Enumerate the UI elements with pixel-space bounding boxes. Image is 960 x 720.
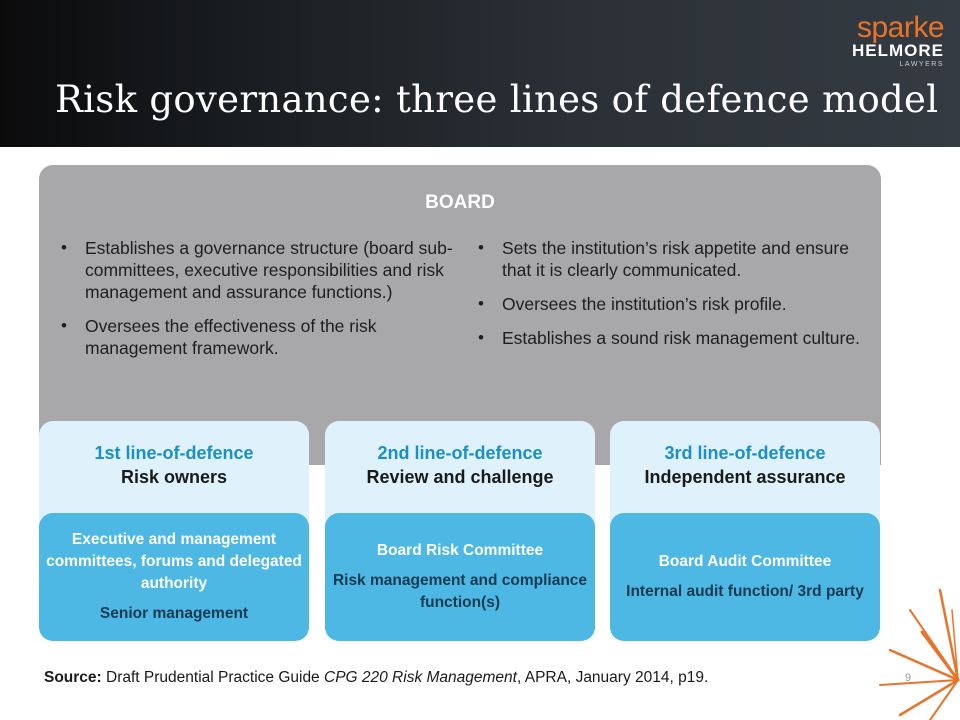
- board-bullet: • Establishes a sound risk management culture.: [476, 327, 881, 349]
- board-bullet: • Establishes a governance structure (board sub-committees, executive responsibilities and risk management and assurance functions.): [59, 237, 464, 303]
- source-citation: [44, 669, 874, 687]
- line-detail-sub: Internal audit function/ 3rd party: [626, 583, 864, 600]
- line-detail-sub: Senior management: [99, 605, 249, 622]
- sparke-helmore-logo: [814, 11, 944, 69]
- board-title: BOARD: [425, 192, 495, 213]
- logo-line-3: LAWYERS: [899, 61, 944, 68]
- source-text: Draft Prudential Practice Guide: [101, 669, 324, 686]
- line-heading: 3rd line-of-defence: [664, 443, 826, 463]
- line-detail-title: Board Risk Committee: [376, 542, 544, 559]
- logo-line-2: HELMORE: [852, 41, 944, 60]
- board-right-list: [476, 237, 881, 361]
- slide-title: Risk governance: three lines of defence model: [55, 78, 939, 121]
- line-heading: 1st line-of-defence: [94, 443, 254, 463]
- three-lines-diagram: [39, 165, 881, 645]
- page-number: 9: [905, 672, 912, 684]
- line-detail-box: [610, 513, 880, 641]
- logo-line-1: sparke: [856, 11, 944, 44]
- first-line-of-defence: [39, 421, 309, 641]
- third-line-of-defence: [610, 421, 880, 641]
- line-subheading: Review and challenge: [366, 467, 554, 487]
- orange-sunburst-graphic: [870, 570, 960, 720]
- line-detail-title: Board Audit Committee: [658, 553, 832, 570]
- line-detail-title: Executive and management committees, forums and delegated authority: [46, 531, 302, 592]
- line-subheading: Risk owners: [120, 467, 228, 487]
- board-bullet: • Sets the institution’s risk appetite and ensure that it is clearly communicated.: [476, 237, 881, 281]
- board-left-list: [59, 237, 464, 371]
- second-line-of-defence: [325, 421, 595, 641]
- board-bullet: • Oversees the institution’s risk profile.: [476, 293, 881, 315]
- slide-header: [0, 0, 960, 147]
- board-bullet: • Oversees the effectiveness of the risk management framework.: [59, 315, 464, 359]
- line-detail-sub: Risk management and compliance function(s): [332, 572, 588, 611]
- board-box: [39, 165, 881, 465]
- source-document-title: CPG 220 Risk Management: [324, 669, 517, 686]
- line-detail-box: [39, 513, 309, 641]
- line-heading: 2nd line-of-defence: [377, 443, 543, 463]
- line-subheading: Independent assurance: [644, 467, 846, 487]
- line-detail-box: [325, 513, 595, 641]
- source-label: Source:: [44, 669, 102, 686]
- source-text-end: , APRA, January 2014, p19.: [516, 669, 709, 686]
